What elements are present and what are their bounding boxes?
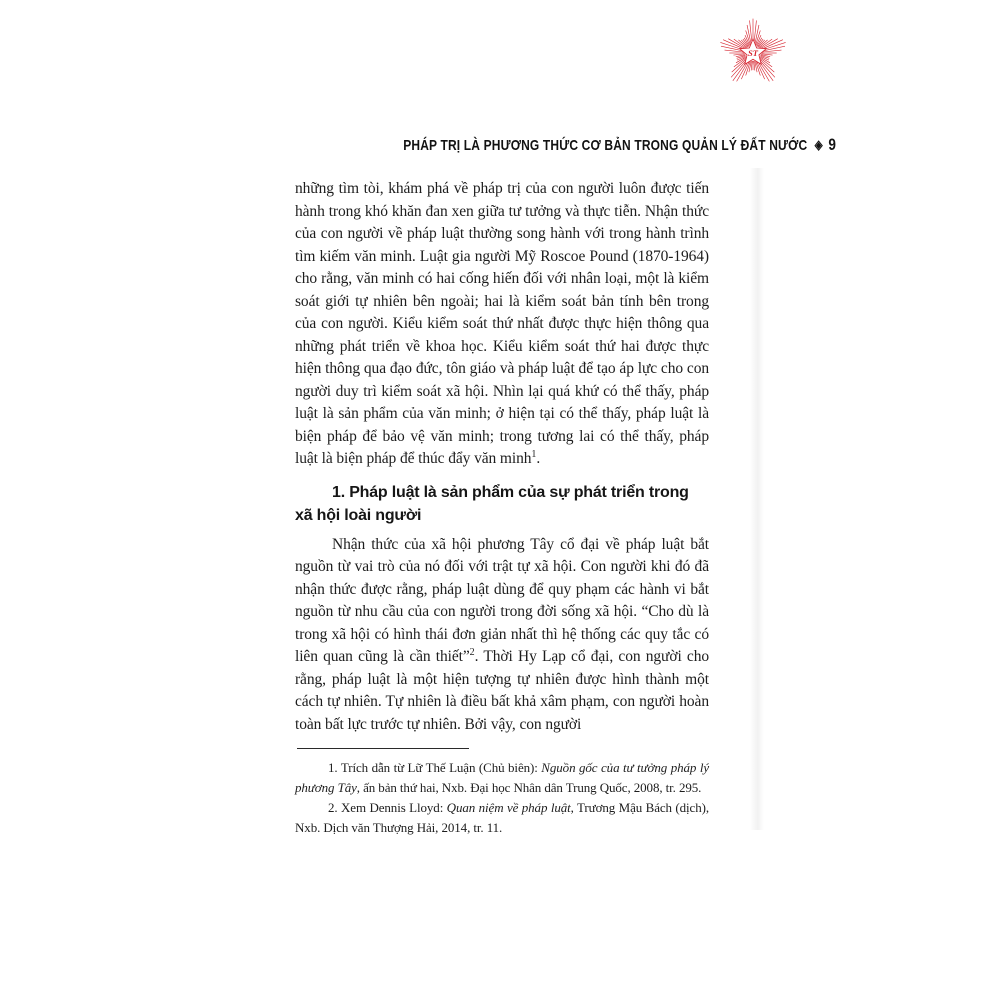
page-body <box>295 178 709 838</box>
footnote-ref-2: 2 <box>469 646 475 658</box>
footnotes-section <box>295 748 709 838</box>
paragraph-1-text: những tìm tòi, khám phá về pháp trị của con người luôn được tiến hành trong khó khăn đan xen giữa tư tưởng và thực tiễn. Nhận thức của con người về pháp luật thường song hành với trong hành trình tìm kiếm văn minh. Luật gia người Mỹ Roscoe Pound (1870-1964) cho rằng, văn minh có hai cống hiến đối với nhân loại, một là kiểm soát giới tự nhiên bên ngoài; hai là kiểm soát bản tính bên trong của con người. Kiểu kiểm soát thứ nhất được thực hiện thông qua những phát triển về khoa học. Kiểu kiểm soát thứ hai được thực hiện thông qua đạo đức, tôn giáo và pháp luật để tạo áp lực cho con người duy trì kiểm soát xã hội. Nhìn lại quá khứ có thể thấy, pháp luật là sản phẩm của văn minh; ở hiện tại có thể thấy, pháp luật là biện pháp để bảo vệ văn minh; trong tương lai có thể thấy, pháp luật là biện pháp để thúc đẩy văn minh <box>295 180 709 467</box>
star-burst-logo-icon <box>714 14 792 92</box>
footnote-1-prefix: 1. Trích dẫn từ Lữ Thế Luận (Chủ biên): <box>328 760 542 775</box>
footnote-1-title: Nguồn gốc của tư tưởng pháp lý phương Tây <box>295 760 710 795</box>
page-number: 9 <box>828 135 837 154</box>
body-paragraph-1 <box>295 178 709 471</box>
st-monogram: ST <box>747 48 759 59</box>
paragraph-2-part2: . Thời Hy Lạp cổ đại, con người cho rằng, pháp luật là một hiện tượng tự nhiên được hình thành một cách tự nhiên. Tự nhiên là điều bất khả xâm phạm, con người hoàn toàn bất lực trước tự nhiên. Bởi vậy, con người <box>295 648 709 733</box>
header-title: PHÁP TRỊ LÀ PHƯƠNG THỨC CƠ BẢN TRONG QUẢN LÝ ĐẤT NƯỚC <box>403 137 808 154</box>
footnote-separator <box>297 748 469 749</box>
paragraph-1-period: . <box>536 450 541 467</box>
section-heading: 1. Pháp luật là sản phẩm của sự phát triển trong xã hội loài người <box>295 483 689 524</box>
footnote-2-suffix: , Trương Mậu Bách (dịch), Nxb. Dịch văn Thượng Hải, 2014, tr. 11. <box>295 800 709 835</box>
footnote-2 <box>295 798 709 838</box>
footnote-1 <box>295 758 709 798</box>
page-edge-shadow <box>750 168 764 830</box>
footnote-ref-1: 1 <box>531 448 537 460</box>
publisher-logo <box>714 14 792 92</box>
page-header <box>295 135 837 155</box>
footnote-1-suffix: , ấn bản thứ hai, Nxb. Đại học Nhân dân Trung Quốc, 2008, tr. 295. <box>356 780 702 795</box>
footnote-2-prefix: 2. Xem Dennis Lloyd: <box>328 800 447 815</box>
paragraph-2-part1: Nhận thức của xã hội phương Tây cổ đại về pháp luật bắt nguồn từ vai trò của nó đối với trật tự xã hội. Con người khi đó đã nhận thức được rằng, pháp luật dùng để quy phạm các hành vi bắt nguồn từ nhu cầu của con người trong đời sống xã hội. “Cho dù là trong xã hội có hình thái đơn giản nhất thì hệ thống các quy tắc có liên quan cũng là cần thiết” <box>295 535 709 665</box>
diamond-icon: ◈ <box>814 137 823 152</box>
body-paragraph-2 <box>295 534 709 737</box>
footnote-2-title: Quan niệm về pháp luật <box>446 800 571 815</box>
